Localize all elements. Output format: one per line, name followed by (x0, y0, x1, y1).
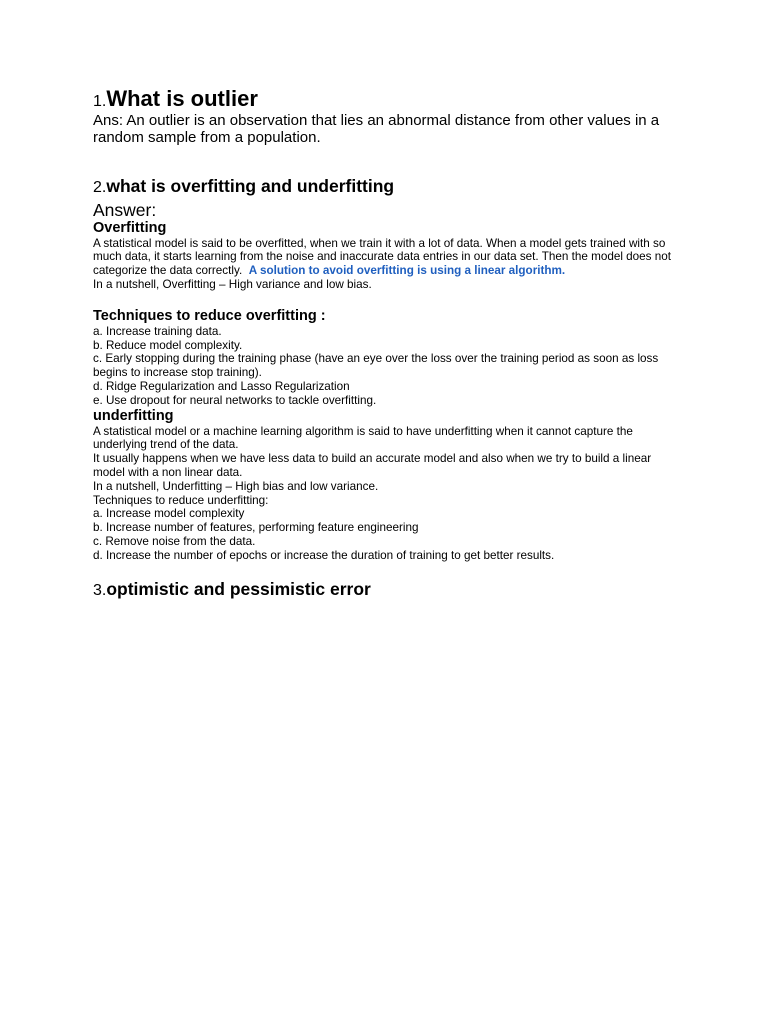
list-item: a. Increase training data. (93, 324, 222, 338)
overfitting-paragraph-text: A statistical model is said to be overfitted, when we train it with a lot of data. When a model gets trained with so much data, it starts learning from the noise and inaccurate data entries in our data set. Then the model does not categorize the data correctly. (93, 236, 672, 278)
techniques-overfitting-list (93, 325, 683, 408)
underfitting-paragraph-1: A statistical model or a machine learning algorithm is said to have underfitting when it cannot capture the underlying trend of the data. (93, 424, 633, 452)
question-3-title: optimistic and pessimistic error (106, 578, 371, 599)
underfitting-nutshell: In a nutshell, Underfitting – High bias and low variance. (93, 479, 379, 493)
question-3-heading (93, 579, 683, 600)
list-item: b. Reduce model complexity. (93, 338, 243, 352)
question-2-number: 2. (93, 179, 107, 197)
underfitting-paragraph-2: It usually happens when we have less data to build an accurate model and also when we try to build a linear model with a non linear data. (93, 452, 652, 479)
list-item: e. Use dropout for neural networks to tackle overfitting. (93, 393, 377, 407)
techniques-underfitting-list (93, 507, 683, 562)
list-item: c. Remove noise from the data. (93, 534, 256, 548)
underfitting-heading: underfitting (93, 407, 174, 424)
overfitting-paragraph (93, 237, 683, 278)
overfitting-nutshell: In a nutshell, Overfitting – High variance and low bias. (93, 277, 372, 291)
list-item: b. Increase number of features, performing feature engineering (93, 521, 419, 535)
question-2-title: what is overfitting and underfitting (106, 176, 395, 197)
question-1-heading (93, 86, 683, 112)
list-item: d. Ridge Regularization and Lasso Regularization (93, 379, 350, 393)
document-page (93, 86, 683, 600)
answer-label: Answer: (93, 199, 157, 220)
techniques-overfitting-heading: Techniques to reduce overfitting : (93, 307, 326, 324)
overfitting-heading: Overfitting (93, 219, 167, 236)
overfitting-highlight: A solution to avoid overfitting is using a linear algorithm. (248, 264, 566, 278)
question-1-title: What is outlier (106, 86, 258, 111)
techniques-underfitting-label: Techniques to reduce underfitting: (93, 493, 269, 507)
list-item: d. Increase the number of epochs or increase the duration of training to get better results. (93, 548, 555, 562)
question-1-answer: Ans: An outlier is an observation that lies an abnormal distance from other values in a random sample from a population. (93, 112, 660, 147)
question-1-number: 1. (93, 93, 107, 110)
question-3-number: 3. (93, 581, 107, 599)
list-item: a. Increase model complexity (93, 507, 245, 521)
question-2-heading (93, 176, 683, 197)
list-item: c. Early stopping during the training phase (have an eye over the loss over the training period as soon as loss begins to increase stop training). (93, 352, 659, 380)
